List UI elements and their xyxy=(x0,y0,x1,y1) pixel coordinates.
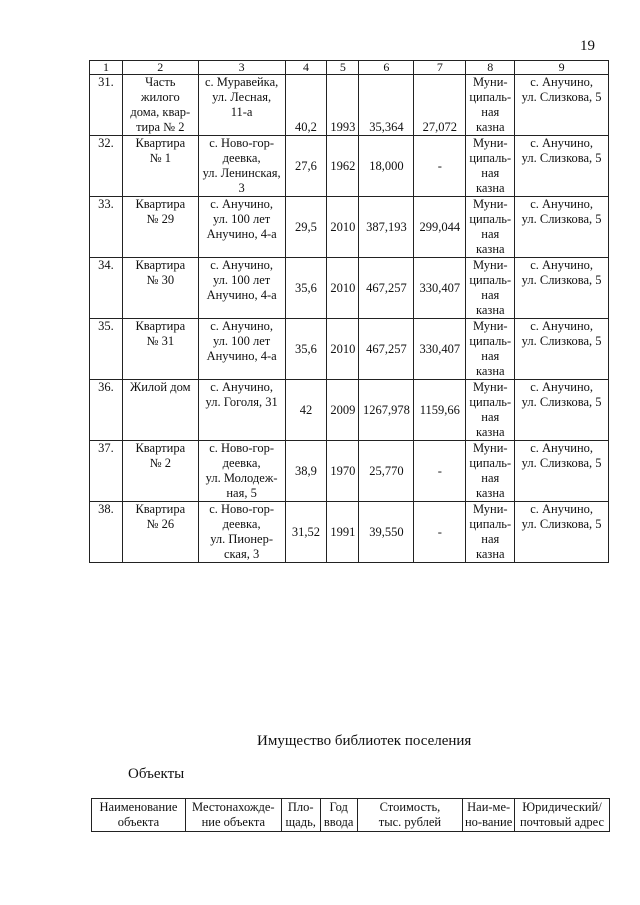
cell-line: казна xyxy=(475,486,505,500)
cell-line: № 26 xyxy=(146,517,175,531)
cell-line: ул. Молодеж- xyxy=(205,471,278,485)
owner xyxy=(466,441,515,502)
area: 29,5 xyxy=(285,197,327,258)
cell-line: с. Анучино, xyxy=(530,136,594,150)
object-address xyxy=(198,197,285,258)
cell-line: ул. Слизкова, 5 xyxy=(521,90,602,104)
residual-cost: 330,407 xyxy=(414,258,466,319)
cell-line: Муни- xyxy=(472,197,508,211)
residual-cost: 299,044 xyxy=(414,197,466,258)
cell-line: ул. Слизкова, 5 xyxy=(521,212,602,226)
cell-line: с. Анучино, xyxy=(530,319,594,333)
legal-address xyxy=(515,258,609,319)
cell-line: 11-а xyxy=(230,105,253,119)
legal-address xyxy=(515,197,609,258)
owner xyxy=(466,319,515,380)
cell-line: ул. Слизкова, 5 xyxy=(521,273,602,287)
cell-line: ул. Лесная, xyxy=(212,90,272,104)
cell-line: 3 xyxy=(238,181,245,195)
cell-line: с. Муравейка, xyxy=(204,75,279,89)
cost: 25,770 xyxy=(359,441,414,502)
cell-line: Юридический/ xyxy=(522,800,602,814)
section-title: Имущество библиотек поселения xyxy=(257,733,472,749)
object-name xyxy=(122,75,198,136)
cell-line: ввода xyxy=(323,815,354,829)
year: 1993 xyxy=(327,75,359,136)
cell-line: Наи-ме- xyxy=(467,800,511,814)
owner xyxy=(466,75,515,136)
object-address xyxy=(198,441,285,502)
cell-line: с. Анучино, xyxy=(210,380,274,394)
cell-line: Жилой дом xyxy=(130,380,191,394)
legal-address xyxy=(515,502,609,563)
table-row xyxy=(90,136,609,197)
header-cell xyxy=(281,799,320,832)
cost: 387,193 xyxy=(359,197,414,258)
row-number: 38. xyxy=(90,502,123,563)
cost: 467,257 xyxy=(359,319,414,380)
column-number: 7 xyxy=(414,61,466,75)
cell-line: казна xyxy=(475,120,505,134)
cell-line: Анучино, 4-а xyxy=(206,227,277,241)
cell-line: ул. Пионер- xyxy=(210,532,274,546)
cell-line: ул. Гоголя, 31 xyxy=(205,395,278,409)
cell-line: с. Ново-гор- xyxy=(209,502,275,516)
cell-line: ципаль- xyxy=(469,212,512,226)
cell-line: с. Ново-гор- xyxy=(209,136,275,150)
column-number: 9 xyxy=(515,61,609,75)
legal-address xyxy=(515,136,609,197)
cell-line: ул. Слизкова, 5 xyxy=(521,334,602,348)
legal-address xyxy=(515,75,609,136)
row-number: 31. xyxy=(90,75,123,136)
table-row xyxy=(90,441,609,502)
cell-line: с. Анучино, xyxy=(530,197,594,211)
object-address xyxy=(198,502,285,563)
cell-line: тира № 2 xyxy=(136,120,185,134)
residual-cost: 27,072 xyxy=(414,75,466,136)
cell-line: ул. Слизкова, 5 xyxy=(521,517,602,531)
cell-line: № 1 xyxy=(149,151,171,165)
cost: 39,550 xyxy=(359,502,414,563)
year: 2010 xyxy=(327,197,359,258)
cell-line: с. Анучино, xyxy=(210,319,274,333)
row-number: 32. xyxy=(90,136,123,197)
cell-line: ная, 5 xyxy=(226,486,257,500)
owner xyxy=(466,380,515,441)
year: 2010 xyxy=(327,319,359,380)
cell-line: Местонахожде- xyxy=(192,800,275,814)
column-number: 6 xyxy=(359,61,414,75)
object-name xyxy=(122,502,198,563)
table-row xyxy=(90,319,609,380)
cell-line: Пло- xyxy=(287,800,314,814)
area: 27,6 xyxy=(285,136,327,197)
cell-line: ул. Слизкова, 5 xyxy=(521,456,602,470)
cost: 18,000 xyxy=(359,136,414,197)
cell-line: ципаль- xyxy=(469,273,512,287)
area: 35,6 xyxy=(285,319,327,380)
cell-line: ние объекта xyxy=(201,815,266,829)
cell-line: Муни- xyxy=(472,319,508,333)
cell-line: с. Анучино, xyxy=(530,502,594,516)
library-table-header xyxy=(92,799,610,832)
table-row xyxy=(90,197,609,258)
year: 2009 xyxy=(327,380,359,441)
row-number: 33. xyxy=(90,197,123,258)
cell-line: ул. 100 лет xyxy=(212,273,271,287)
column-number: 4 xyxy=(285,61,327,75)
object-name xyxy=(122,441,198,502)
owner xyxy=(466,258,515,319)
cell-line: № 30 xyxy=(146,273,175,287)
owner xyxy=(466,502,515,563)
cell-line: ципаль- xyxy=(469,517,512,531)
cost: 1267,978 xyxy=(359,380,414,441)
cost: 467,257 xyxy=(359,258,414,319)
residual-cost: - xyxy=(414,441,466,502)
cell-line: ная xyxy=(481,105,500,119)
header-cell xyxy=(463,799,515,832)
cell-line: Анучино, 4-а xyxy=(206,288,277,302)
cell-line: ная xyxy=(481,227,500,241)
object-address xyxy=(198,380,285,441)
object-name xyxy=(122,258,198,319)
cell-line: ная xyxy=(481,288,500,302)
cell-line: ная xyxy=(481,471,500,485)
column-number: 3 xyxy=(198,61,285,75)
cell-line: ная xyxy=(481,532,500,546)
cell-line: ная xyxy=(481,349,500,363)
year: 1970 xyxy=(327,441,359,502)
cell-line: ул. 100 лет xyxy=(212,334,271,348)
row-number: 35. xyxy=(90,319,123,380)
cell-line: с. Анучино, xyxy=(210,258,274,272)
table-row xyxy=(90,380,609,441)
cell-line: Квартира xyxy=(135,136,186,150)
cell-line: ул. Слизкова, 5 xyxy=(521,151,602,165)
cell-line: с. Анучино, xyxy=(530,258,594,272)
cell-line: ципаль- xyxy=(469,151,512,165)
cell-line: но-вание xyxy=(464,815,513,829)
area: 40,2 xyxy=(285,75,327,136)
column-number: 5 xyxy=(327,61,359,75)
cell-line: ципаль- xyxy=(469,334,512,348)
cell-line: Анучино, 4-а xyxy=(206,349,277,363)
objects-label: Объекты xyxy=(128,766,185,782)
header-cell xyxy=(515,799,610,832)
year: 2010 xyxy=(327,258,359,319)
cell-line: ская, 3 xyxy=(224,547,260,561)
cell-line: Квартира xyxy=(135,441,186,455)
cell-line: щадь, xyxy=(285,815,316,829)
cell-line: с. Анучино, xyxy=(530,441,594,455)
header-cell xyxy=(92,799,186,832)
cell-line: Квартира xyxy=(135,197,186,211)
cell-line: ная xyxy=(481,166,500,180)
cell-line: тыс. рублей xyxy=(378,815,442,829)
cell-line: Муни- xyxy=(472,502,508,516)
cell-line: казна xyxy=(475,547,505,561)
cell-line: Год xyxy=(329,800,348,814)
object-name xyxy=(122,319,198,380)
cell-line: ул. Слизкова, 5 xyxy=(521,395,602,409)
column-number: 1 xyxy=(90,61,123,75)
cell-line: с. Ново-гор- xyxy=(209,441,275,455)
area: 42 xyxy=(285,380,327,441)
row-number: 34. xyxy=(90,258,123,319)
page-number: 19 xyxy=(580,38,595,54)
object-address xyxy=(198,258,285,319)
object-name xyxy=(122,380,198,441)
cell-line: Муни- xyxy=(472,75,508,89)
header-cell xyxy=(320,799,357,832)
cell-line: ул. Ленинская, xyxy=(202,166,281,180)
cell-line: Квартира xyxy=(135,319,186,333)
header-cell xyxy=(357,799,463,832)
cell-line: почтовый адрес xyxy=(519,815,605,829)
cell-line: Квартира xyxy=(135,258,186,272)
cell-line: Муни- xyxy=(472,258,508,272)
cell-line: Муни- xyxy=(472,380,508,394)
cell-line: Квартира xyxy=(135,502,186,516)
cost: 35,364 xyxy=(359,75,414,136)
cell-line: Муни- xyxy=(472,441,508,455)
cell-line: Наименование xyxy=(99,800,178,814)
residual-cost: - xyxy=(414,136,466,197)
cell-line: ул. 100 лет xyxy=(212,212,271,226)
area: 38,9 xyxy=(285,441,327,502)
cell-line: с. Анучино, xyxy=(530,380,594,394)
legal-address xyxy=(515,319,609,380)
owner xyxy=(466,197,515,258)
cell-line: деевка, xyxy=(222,456,261,470)
legal-address xyxy=(515,441,609,502)
residual-cost: 330,407 xyxy=(414,319,466,380)
residual-cost: 1159,66 xyxy=(414,380,466,441)
cell-line: казна xyxy=(475,364,505,378)
object-address xyxy=(198,75,285,136)
cell-line: ципаль- xyxy=(469,456,512,470)
property-table xyxy=(89,60,609,563)
row-number: 36. xyxy=(90,380,123,441)
column-numbers-row xyxy=(90,61,609,75)
legal-address xyxy=(515,380,609,441)
cell-line: ная xyxy=(481,410,500,424)
year: 1962 xyxy=(327,136,359,197)
cell-line: казна xyxy=(475,303,505,317)
cell-line: Муни- xyxy=(472,136,508,150)
object-name xyxy=(122,197,198,258)
header-cell xyxy=(185,799,281,832)
column-number: 2 xyxy=(122,61,198,75)
library-property-table xyxy=(91,798,610,832)
cell-line: деевка, xyxy=(222,517,261,531)
table-row xyxy=(90,258,609,319)
cell-line: Часть xyxy=(145,75,176,89)
column-number: 8 xyxy=(466,61,515,75)
cell-line: Стоимость, xyxy=(379,800,441,814)
cell-line: объекта xyxy=(117,815,160,829)
cell-line: казна xyxy=(475,425,505,439)
area: 31,52 xyxy=(285,502,327,563)
object-address xyxy=(198,319,285,380)
row-number: 37. xyxy=(90,441,123,502)
object-address xyxy=(198,136,285,197)
cell-line: № 29 xyxy=(146,212,175,226)
year: 1991 xyxy=(327,502,359,563)
cell-line: № 2 xyxy=(149,456,171,470)
area: 35,6 xyxy=(285,258,327,319)
cell-line: дома, квар- xyxy=(130,105,191,119)
cell-line: деевка, xyxy=(222,151,261,165)
cell-line: жилого xyxy=(140,90,180,104)
cell-line: с. Анучино, xyxy=(210,197,274,211)
cell-line: казна xyxy=(475,242,505,256)
object-name xyxy=(122,136,198,197)
cell-line: казна xyxy=(475,181,505,195)
table-row xyxy=(90,75,609,136)
cell-line: ципаль- xyxy=(469,90,512,104)
cell-line: № 31 xyxy=(146,334,175,348)
owner xyxy=(466,136,515,197)
table-row xyxy=(90,502,609,563)
cell-line: с. Анучино, xyxy=(530,75,594,89)
cell-line: ципаль- xyxy=(469,395,512,409)
residual-cost: - xyxy=(414,502,466,563)
